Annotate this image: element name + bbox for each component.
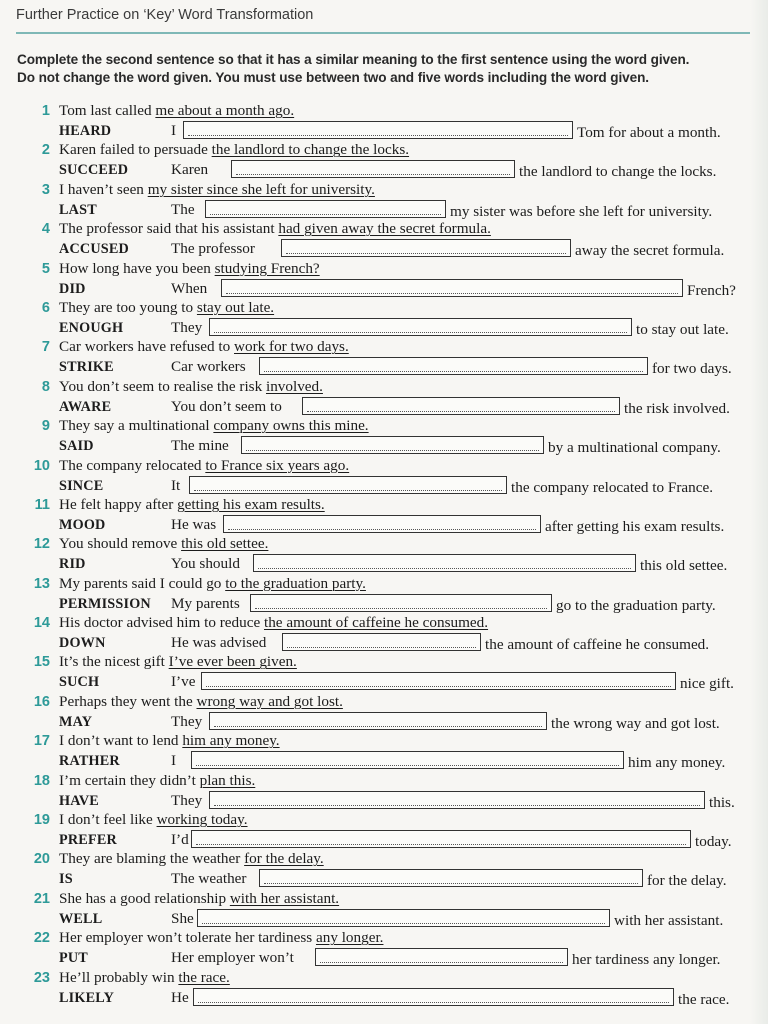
key-word: SUCH (59, 674, 100, 691)
item-number: 15 (33, 654, 50, 671)
item-number: 3 (41, 181, 50, 198)
underlined-text: my sister since she left for university. (147, 180, 375, 198)
transformation-row (0, 397, 768, 417)
original-sentence (59, 495, 325, 515)
answer-box[interactable] (259, 357, 648, 375)
underlined-text: this old settee. (181, 535, 269, 553)
original-sentence (59, 298, 274, 318)
exercise-item (0, 377, 768, 416)
exercise-item (0, 968, 768, 1007)
transformation-row (0, 988, 768, 1008)
exercise-item (0, 259, 768, 298)
sentence-text: The professor said that his assistant (59, 220, 279, 238)
item-number: 2 (41, 142, 50, 159)
transformation-row (0, 476, 768, 496)
answer-box[interactable] (302, 397, 620, 415)
key-word: LIKELY (59, 989, 115, 1006)
underlined-text: to the graduation party. (225, 574, 366, 592)
key-word: ACCUSED (59, 241, 129, 258)
transformation-row (0, 279, 768, 299)
key-word: HEARD (59, 123, 112, 139)
sentence-end: French? (687, 281, 736, 299)
exercise-item (0, 810, 768, 849)
sentence-text: Car workers have refused to (59, 338, 235, 356)
original-sentence (59, 101, 294, 121)
answer-box[interactable] (197, 909, 610, 927)
sentence-end: to stay out late. (636, 320, 729, 338)
exercise-item (0, 337, 768, 376)
exercise-item (0, 731, 768, 770)
key-word: DOWN (59, 635, 106, 652)
item-number: 11 (34, 496, 50, 513)
transformation-row (0, 436, 768, 456)
item-number: 6 (41, 299, 50, 316)
transformation-row (0, 239, 768, 259)
sentence-end: the amount of caffeine he consumed. (485, 636, 710, 654)
original-sentence (59, 416, 369, 436)
sentence-end: the landlord to change the locks. (519, 163, 717, 181)
answer-box[interactable] (209, 712, 547, 730)
underlined-text: plan this. (199, 771, 256, 789)
answer-box[interactable] (209, 318, 632, 336)
answer-box[interactable] (223, 515, 541, 533)
key-word: ENOUGH (59, 319, 124, 336)
item-number: 10 (33, 457, 50, 474)
sentence-end: the company relocated to France. (511, 478, 713, 496)
key-word: MAY (59, 713, 93, 730)
sentence-end: the wrong way and got lost. (551, 714, 720, 732)
sentence-text: Her employer won’t tolerate her tardiness (59, 929, 316, 947)
key-word: AWARE (59, 398, 112, 415)
sentence-end: the race. (678, 990, 730, 1008)
answer-box[interactable] (315, 948, 568, 966)
underlined-text: studying French? (214, 259, 320, 277)
original-sentence (59, 731, 280, 751)
original-sentence (59, 180, 375, 200)
sentence-start: The weather (171, 870, 247, 888)
sentence-start: She (171, 909, 194, 927)
key-word: RID (59, 556, 86, 573)
sentence-start: He was (171, 515, 217, 533)
original-sentence (59, 140, 409, 160)
sentence-start: They (171, 318, 203, 336)
transformation-row (0, 791, 768, 811)
instruction-line: Do not change the word given. You must use between two and five words including the word given. (17, 70, 649, 85)
transformation-row (0, 909, 768, 929)
transformation-row (0, 751, 768, 771)
sentence-end: after getting his exam results. (545, 517, 725, 535)
sentence-start: I (171, 752, 177, 770)
exercise-item (0, 140, 768, 179)
exercise-item (0, 298, 768, 337)
sentence-end: her tardiness any longer. (572, 951, 721, 969)
original-sentence (59, 849, 324, 869)
answer-box[interactable] (250, 594, 552, 612)
sentence-start: It (171, 476, 181, 494)
answer-box[interactable] (259, 869, 643, 887)
exercise-item (0, 692, 768, 731)
key-word: SUCCEED (59, 162, 129, 179)
underlined-text: the race. (178, 968, 230, 986)
sentence-text: My parents said I could go (59, 574, 226, 592)
underlined-text: the landlord to change the locks. (211, 141, 410, 159)
underlined-text: company owns this mine. (213, 417, 369, 435)
sentence-text: I don’t want to lend (59, 732, 183, 750)
original-sentence (59, 337, 349, 357)
page-header (0, 0, 768, 36)
sentence-start: I (171, 122, 177, 139)
exercise-item (0, 495, 768, 534)
original-sentence (59, 652, 297, 672)
item-number: 20 (33, 851, 50, 868)
answer-box[interactable] (183, 121, 573, 139)
underlined-text: the amount of caffeine he consumed. (263, 614, 489, 632)
underlined-text: had given away the secret formula. (278, 220, 491, 238)
sentence-start: You should (171, 555, 240, 573)
exercise-item (0, 101, 768, 140)
key-word: LAST (59, 201, 97, 218)
sentence-start: Car workers (171, 358, 246, 376)
sentence-text: Tom last called (59, 102, 156, 119)
exercise-item (0, 534, 768, 573)
answer-box[interactable] (193, 988, 674, 1006)
underlined-text: wrong way and got lost. (196, 692, 343, 710)
answer-box[interactable] (282, 633, 481, 651)
original-sentence (59, 968, 230, 988)
sentence-start: My parents (171, 594, 240, 612)
exercise-item (0, 613, 768, 652)
key-word: HAVE (59, 792, 99, 809)
sentence-text: You don’t seem to realise the risk (59, 377, 266, 395)
sentence-end: for the delay. (647, 872, 727, 890)
item-number: 8 (41, 378, 50, 395)
transformation-row (0, 121, 768, 141)
sentence-end: Tom for about a month. (577, 124, 721, 141)
original-sentence (59, 613, 488, 633)
sentence-end: my sister was before she left for university. (450, 202, 713, 220)
original-sentence (59, 771, 255, 791)
sentence-start: I’ve (171, 673, 196, 691)
transformation-row (0, 594, 768, 614)
sentence-text: His doctor advised him to reduce (59, 614, 264, 632)
transformation-row (0, 948, 768, 968)
transformation-row (0, 633, 768, 653)
underlined-text: I’ve ever been given. (168, 653, 297, 671)
page-edge-shadow (750, 0, 768, 1024)
key-word: SINCE (59, 477, 104, 494)
sentence-text: Perhaps they went the (59, 692, 197, 710)
item-number: 22 (33, 930, 50, 947)
item-number: 1 (41, 103, 50, 119)
sentence-start: They (171, 712, 203, 730)
underlined-text: getting his exam results. (177, 495, 325, 513)
instruction-line: Complete the second sentence so that it has a similar meaning to the first sentence using the word given. (17, 52, 690, 67)
sentence-text: They are too young to (59, 298, 197, 316)
item-number: 9 (41, 418, 50, 435)
sentence-end: this old settee. (640, 557, 728, 575)
item-number: 12 (33, 536, 50, 553)
original-sentence (59, 534, 268, 554)
sentence-start: The mine (171, 437, 229, 455)
exercise-item (0, 574, 768, 613)
sentence-end: today. (695, 833, 732, 851)
sentence-text: I haven’t seen (59, 180, 148, 198)
exercise-item (0, 928, 768, 967)
underlined-text: with her assistant. (229, 889, 340, 907)
sentence-end: away the secret formula. (575, 242, 725, 260)
item-number: 4 (41, 221, 50, 238)
original-sentence (59, 692, 343, 712)
key-word: PUT (59, 950, 88, 967)
sentence-text: I’m certain they didn’t (59, 771, 200, 789)
sentence-text: I don’t feel like (59, 811, 157, 829)
answer-box[interactable] (189, 476, 507, 494)
sentence-start: He was advised (171, 634, 267, 652)
original-sentence (59, 456, 349, 476)
exercise-item (0, 456, 768, 495)
underlined-text: involved. (265, 377, 323, 395)
answer-box[interactable] (253, 554, 636, 572)
original-sentence (59, 928, 383, 948)
sentence-start: Her employer won’t (171, 949, 294, 967)
underlined-text: for the delay. (244, 850, 324, 868)
item-number: 7 (41, 339, 50, 356)
key-word: IS (59, 871, 73, 888)
item-number: 21 (33, 890, 50, 907)
answer-box[interactable] (191, 751, 624, 769)
key-word: SAID (59, 438, 94, 455)
item-number: 14 (33, 615, 50, 632)
answer-box[interactable] (281, 239, 571, 257)
sentence-start: The professor (171, 240, 255, 258)
sentence-start: They (171, 791, 203, 809)
original-sentence (59, 574, 366, 594)
sentence-end: go to the graduation party. (556, 596, 716, 614)
transformation-row (0, 357, 768, 377)
transformation-row (0, 515, 768, 535)
sentence-text: He felt happy after (59, 495, 178, 513)
answer-box[interactable] (201, 672, 676, 690)
exercise-item (0, 219, 768, 258)
instructions (17, 51, 757, 87)
sentence-start: Karen (171, 161, 209, 179)
underlined-text: working today. (156, 811, 248, 829)
sentence-start: I’d (171, 831, 189, 849)
sentence-text: How long have you been (59, 259, 215, 277)
exercise-item (0, 416, 768, 455)
exercise-item (0, 652, 768, 691)
sentence-end: the risk involved. (624, 399, 730, 417)
key-word: STRIKE (59, 359, 114, 376)
sentence-start: The (171, 200, 195, 218)
underlined-text: me about a month ago. (155, 102, 295, 119)
exercise-item (0, 889, 768, 928)
exercise-item (0, 849, 768, 888)
sentence-start: You don’t seem to (171, 397, 282, 415)
underlined-text: to France six years ago. (205, 456, 350, 474)
sentence-text: He’ll probably win (59, 968, 179, 986)
answer-box[interactable] (205, 200, 446, 218)
key-word: WELL (59, 910, 103, 927)
item-number: 18 (33, 772, 50, 789)
sentence-end: him any money. (628, 754, 726, 772)
sentence-end: by a multinational company. (548, 439, 721, 457)
sentence-end: for two days. (652, 360, 732, 378)
transformation-row (0, 318, 768, 338)
key-word: MOOD (59, 516, 106, 533)
original-sentence (59, 377, 323, 397)
item-number: 23 (33, 969, 50, 986)
sentence-text: They say a multinational (59, 417, 214, 435)
key-word: RATHER (59, 753, 120, 770)
answer-box[interactable] (221, 279, 683, 297)
key-word: PERMISSION (59, 595, 151, 612)
item-number: 16 (33, 693, 50, 710)
original-sentence (59, 219, 491, 239)
transformation-row (0, 554, 768, 574)
answer-box[interactable] (231, 160, 515, 178)
original-sentence (59, 810, 248, 830)
sentence-text: They are blaming the weather (59, 850, 245, 868)
sentence-text: It’s the nicest gift (59, 653, 169, 671)
key-word: DID (59, 280, 86, 297)
transformation-row (0, 869, 768, 889)
item-number: 5 (41, 260, 50, 277)
sentence-text: Karen failed to persuade (59, 141, 212, 159)
header-divider (16, 32, 750, 34)
exercise-list (0, 101, 768, 1007)
underlined-text: him any money. (182, 732, 280, 750)
original-sentence (59, 889, 339, 909)
transformation-row (0, 830, 768, 850)
sentence-start: He (171, 988, 189, 1006)
transformation-row (0, 672, 768, 692)
sentence-end: with her assistant. (614, 911, 724, 929)
exercise-item (0, 771, 768, 810)
transformation-row (0, 712, 768, 732)
transformation-row (0, 200, 768, 220)
sentence-text: You should remove (59, 535, 182, 553)
answer-box[interactable] (191, 830, 691, 848)
answer-box[interactable] (209, 791, 705, 809)
item-number: 17 (33, 733, 50, 750)
sentence-end: this. (709, 793, 735, 811)
transformation-row (0, 160, 768, 180)
item-number: 13 (33, 575, 50, 592)
sentence-text: She has a good relationship (59, 889, 230, 907)
exercise-item (0, 180, 768, 219)
item-number: 19 (33, 812, 50, 829)
sentence-start: When (171, 279, 208, 297)
underlined-text: any longer. (315, 929, 384, 947)
sentence-text: The company relocated (59, 456, 206, 474)
answer-box[interactable] (241, 436, 544, 454)
underlined-text: work for two days. (234, 338, 349, 356)
underlined-text: stay out late. (196, 298, 275, 316)
key-word: PREFER (59, 832, 117, 849)
sentence-end: nice gift. (680, 675, 734, 693)
original-sentence (59, 259, 320, 279)
page-title: Further Practice on ‘Key’ Word Transformation (16, 7, 314, 23)
